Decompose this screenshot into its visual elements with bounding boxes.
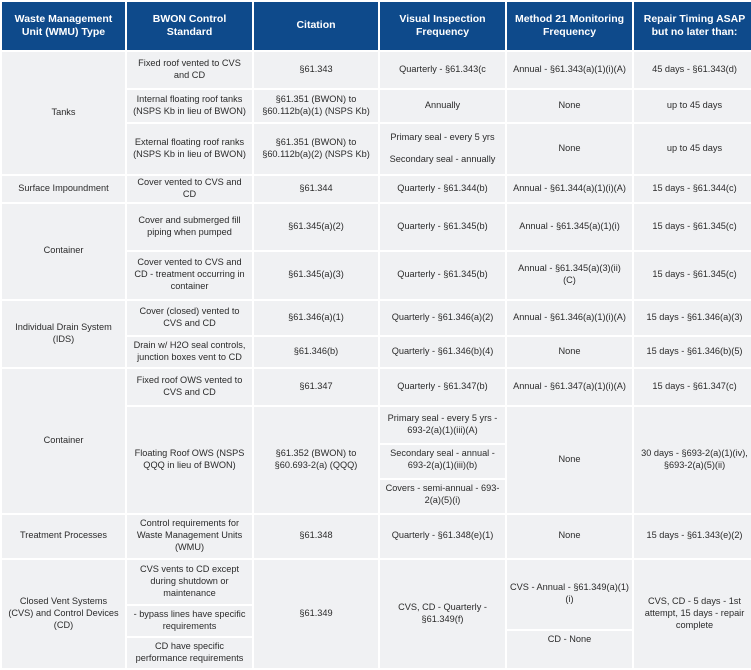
visual-covers: Covers - semi-annual - 693-2(a)(5)(i) xyxy=(380,478,505,510)
citation-cell: §61.351 (BWON) to §60.112b(a)(2) (NSPS Kb) xyxy=(254,124,378,174)
citation-cell: §61.346(b) xyxy=(254,337,378,367)
wmu-container: Container xyxy=(2,204,125,299)
citation-cell: §61.352 (BWON) to §60.693-2(a) (QQQ) xyxy=(254,407,378,513)
visual-cell xyxy=(380,407,505,513)
repair-cell: 15 days - §61.345(c) xyxy=(634,204,751,250)
visual-cell: Quarterly - §61.345(b) xyxy=(380,252,505,299)
table-row xyxy=(2,176,751,202)
control-cell: Drain w/ H2O seal controls, junction boxes vent to CD xyxy=(127,337,252,367)
visual-primary-seal: Primary seal - every 5 yrs xyxy=(390,132,495,143)
m21-cell: Annual - §61.345(a)(3)(ii)(C) xyxy=(507,252,632,299)
header-method21: Method 21 Monitoring Frequency xyxy=(507,2,632,50)
control-cell: Cover and submerged fill piping when pumped xyxy=(127,204,252,250)
control-cell: CVS vents to CD except during shutdown or maintenance xyxy=(127,560,252,604)
header-row xyxy=(2,2,751,50)
citation-cell: §61.348 xyxy=(254,515,378,558)
control-cell: Cover vented to CVS and CD xyxy=(127,176,252,202)
control-cell: CD have specific performance requirements xyxy=(127,638,252,668)
citation-cell: §61.346(a)(1) xyxy=(254,301,378,335)
citation-cell: §61.343 xyxy=(254,52,378,88)
visual-secondary-seal: Secondary seal - annual - 693-2(a)(1)(iii)(b) xyxy=(380,443,505,475)
visual-cell: Annually xyxy=(380,90,505,122)
repair-cell: 45 days - §61.343(d) xyxy=(634,52,751,88)
repair-cell: 15 days - §61.346(b)(5) xyxy=(634,337,751,367)
visual-cell: CVS, CD - Quarterly - §61.349(f) xyxy=(380,560,505,668)
m21-cell: None xyxy=(507,515,632,558)
repair-cell: 15 days - §61.345(c) xyxy=(634,252,751,299)
control-cell: Fixed roof OWS vented to CVS and CD xyxy=(127,369,252,405)
citation-cell: §61.349 xyxy=(254,560,378,668)
header-wmu-type: Waste Management Unit (WMU) Type xyxy=(2,2,125,50)
m21-cell: Annual - §61.346(a)(1)(i)(A) xyxy=(507,301,632,335)
header-repair-timing: Repair Timing ASAP but no later than: xyxy=(634,2,751,50)
visual-cell: Quarterly - §61.344(b) xyxy=(380,176,505,202)
repair-cell: 15 days - §61.343(e)(2) xyxy=(634,515,751,558)
wmu-closed-vent-systems: Closed Vent Systems (CVS) and Control Devices (CD) xyxy=(2,560,125,668)
control-cell: Fixed roof vented to CVS and CD xyxy=(127,52,252,88)
control-cell: External floating roof ranks (NSPS Kb in lieu of BWON) xyxy=(127,124,252,174)
m21-cell: Annual - §61.344(a)(1)(i)(A) xyxy=(507,176,632,202)
citation-cell: §61.345(a)(3) xyxy=(254,252,378,299)
visual-cell: Quarterly - §61.343(c xyxy=(380,52,505,88)
visual-cell: Quarterly - §61.345(b) xyxy=(380,204,505,250)
visual-cell: Quarterly - §61.348(e)(1) xyxy=(380,515,505,558)
control-cell: Cover vented to CVS and CD - treatment occurring in container xyxy=(127,252,252,299)
table-row xyxy=(2,369,751,405)
citation-cell: §61.347 xyxy=(254,369,378,405)
m21-cell: None xyxy=(507,124,632,174)
repair-cell: 30 days - §693-2(a)(1)(iv), §693-2(a)(5)(ii) xyxy=(634,407,751,513)
repair-cell: up to 45 days xyxy=(634,124,751,174)
header-visual-inspection: Visual Inspection Frequency xyxy=(380,2,505,50)
visual-primary-seal: Primary seal - every 5 yrs - 693-2(a)(1)(iii)(A) xyxy=(387,412,498,435)
m21-cvs: CVS - Annual - §61.349(a)(1)(i) xyxy=(510,582,629,605)
repair-cell: 15 days - §61.347(c) xyxy=(634,369,751,405)
visual-cell xyxy=(380,124,505,174)
m21-cell: Annual - §61.343(a)(1)(i)(A) xyxy=(507,52,632,88)
m21-cell: None xyxy=(507,337,632,367)
header-citation: Citation xyxy=(254,2,378,50)
wmu-tanks: Tanks xyxy=(2,52,125,174)
visual-cell: Quarterly - §61.346(a)(2) xyxy=(380,301,505,335)
wmu-individual-drain-system: Individual Drain System (IDS) xyxy=(2,301,125,367)
control-cell: Cover (closed) vented to CVS and CD xyxy=(127,301,252,335)
visual-secondary-seal: Secondary seal - annually xyxy=(389,154,496,165)
visual-cell: Quarterly - §61.346(b)(4) xyxy=(380,337,505,367)
m21-cell: Annual - §61.345(a)(1)(i) xyxy=(507,204,632,250)
control-cell: Internal floating roof tanks (NSPS Kb in lieu of BWON) xyxy=(127,90,252,122)
repair-cell: up to 45 days xyxy=(634,90,751,122)
table-row xyxy=(2,204,751,250)
table-row xyxy=(2,301,751,335)
citation-cell: §61.351 (BWON) to §60.112b(a)(1) (NSPS Kb) xyxy=(254,90,378,122)
citation-cell: §61.344 xyxy=(254,176,378,202)
header-control-standard: BWON Control Standard xyxy=(127,2,252,50)
repair-cell: 15 days - §61.346(a)(3) xyxy=(634,301,751,335)
m21-cd: CD - None xyxy=(507,629,632,649)
wmu-container: Container xyxy=(2,369,125,513)
m21-cell: None xyxy=(507,90,632,122)
visual-cell: Quarterly - §61.347(b) xyxy=(380,369,505,405)
control-cell: Control requirements for Waste Management Units (WMU) xyxy=(127,515,252,558)
control-cell: - bypass lines have specific requirements xyxy=(127,606,252,636)
table-row xyxy=(2,560,751,604)
wmu-treatment-processes: Treatment Processes xyxy=(2,515,125,558)
m21-cell xyxy=(507,560,632,668)
wmu-surface-impoundment: Surface Impoundment xyxy=(2,176,125,202)
table-row xyxy=(2,515,751,558)
m21-cell: Annual - §61.347(a)(1)(i)(A) xyxy=(507,369,632,405)
repair-cell: CVS, CD - 5 days - 1st attempt, 15 days - repair complete xyxy=(634,560,751,668)
table-row xyxy=(2,52,751,88)
control-cell: Floating Roof OWS (NSPS QQQ in lieu of BWON) xyxy=(127,407,252,513)
repair-cell: 15 days - §61.344(c) xyxy=(634,176,751,202)
m21-cell: None xyxy=(507,407,632,513)
citation-cell: §61.345(a)(2) xyxy=(254,204,378,250)
